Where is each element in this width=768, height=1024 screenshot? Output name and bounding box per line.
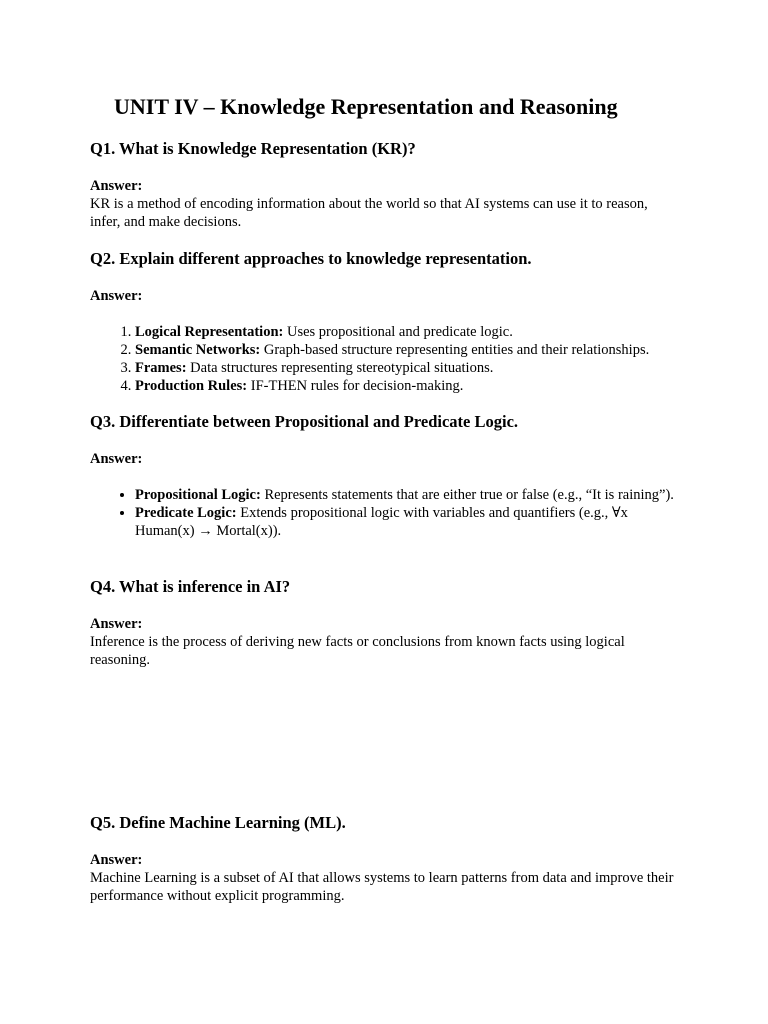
answer-label-q3: Answer: (90, 451, 143, 467)
answer-label-q1: Answer: (90, 178, 143, 194)
question-q3: Q3. Differentiate between Propositional and Predicate Logic. (90, 412, 519, 431)
list-item (135, 486, 680, 504)
answer-label-q4: Answer: (90, 616, 143, 632)
question-q1: Q1. What is Knowledge Representation (KR)? (90, 139, 416, 158)
list-item (135, 504, 680, 540)
list-item-text: Data structures representing stereotypical situations. (186, 360, 494, 376)
list-item (135, 377, 680, 395)
list-item-term: Frames: (135, 360, 187, 376)
list-item (135, 323, 680, 341)
list-item-text: Graph-based structure representing entities and their relationships. (260, 342, 650, 358)
approaches-list (90, 323, 680, 395)
list-item-term: Propositional Logic: (135, 487, 261, 503)
logic-list (90, 486, 680, 540)
list-item (135, 359, 680, 377)
list-item (135, 341, 680, 359)
list-item-text: Uses propositional and predicate logic. (283, 324, 513, 340)
question-q4: Q4. What is inference in AI? (90, 577, 291, 596)
question-q2: Q2. Explain different approaches to knowledge representation. (90, 249, 532, 268)
answer-text-q1: KR is a method of encoding information about the world so that AI systems can use it to reason, infer, and make decisions. (90, 196, 648, 230)
answer-label-q5: Answer: (90, 852, 143, 868)
list-item-term: Logical Representation: (135, 324, 284, 340)
list-item-text: Represents statements that are either true or false (e.g., “It is raining”). (260, 487, 674, 503)
list-item-term: Production Rules: (135, 378, 248, 394)
list-item-text: IF-THEN rules for decision-making. (247, 378, 464, 394)
question-q5: Q5. Define Machine Learning (ML). (90, 813, 346, 832)
answer-label-q2: Answer: (90, 288, 143, 304)
answer-text-q4: Inference is the process of deriving new facts or conclusions from known facts using logical reasoning. (90, 634, 625, 668)
answer-text-q5: Machine Learning is a subset of AI that allows systems to learn patterns from data and improve their performance without explicit programming. (90, 870, 674, 904)
list-item-term: Semantic Networks: (135, 342, 261, 358)
page-title: UNIT IV – Knowledge Representation and Reasoning (114, 94, 618, 119)
list-item-text: Extends propositional logic with variables and quantifiers (e.g., ∀x Human(x) → Mortal(x)). (135, 505, 628, 539)
list-item-term: Predicate Logic: (135, 505, 237, 521)
